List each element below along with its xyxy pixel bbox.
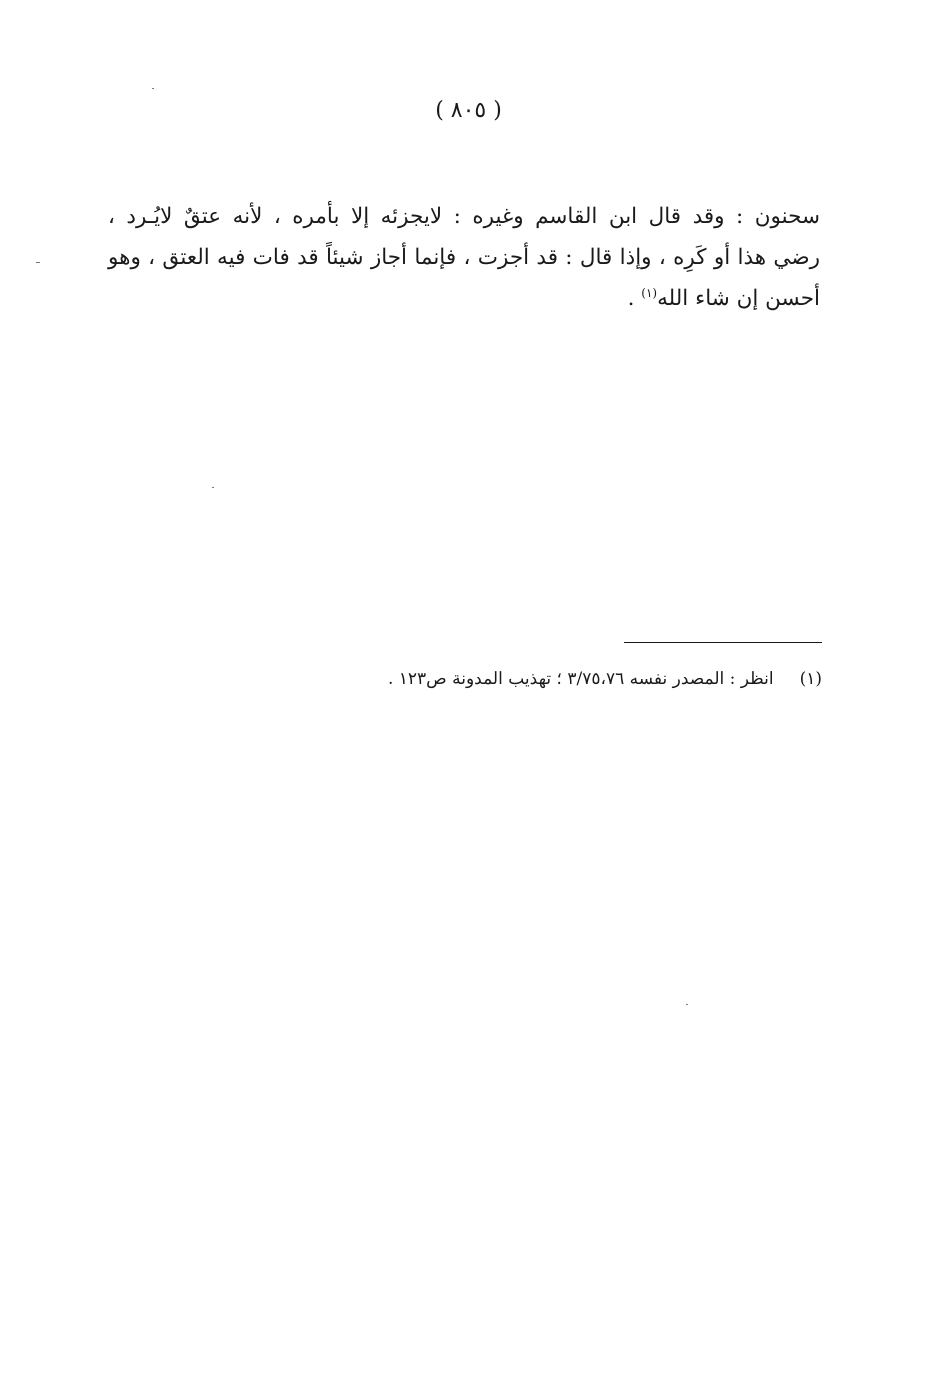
- scan-speck: [212, 487, 214, 488]
- body-line-2: رضي هذا أو كَرِه ، وإذا قال : قد أجزت ، فإنما أجاز شيئاً قد فات فيه العتق ، وهو: [108, 245, 820, 270]
- body-line-1: سحنون : وقد قال ابن القاسم وغيره : لايجزئه إلا بأمره ، لأنه عتقٌ لايُـرد ،: [108, 204, 820, 229]
- body-paragraph: [108, 196, 820, 319]
- scan-speck: [152, 88, 154, 89]
- body-line-3-end: .: [627, 286, 642, 311]
- page-number: ( ٨٠٥ ): [435, 98, 502, 123]
- scan-speck: [686, 1004, 688, 1005]
- body-line-3-text: أحسن إن شاء الله: [657, 286, 820, 311]
- footnote-text: انظر : المصدر نفسه ٣/٧٥،٧٦ ؛ تهذيب المدونة ص١٢٣ .: [387, 669, 774, 689]
- footnote-separator: [624, 642, 822, 643]
- footnote-number: (١): [799, 669, 822, 689]
- scan-speck: [36, 262, 40, 263]
- body-line-3: [108, 278, 820, 319]
- footnote-item: [300, 664, 822, 694]
- footnote-reference: (١): [641, 285, 658, 300]
